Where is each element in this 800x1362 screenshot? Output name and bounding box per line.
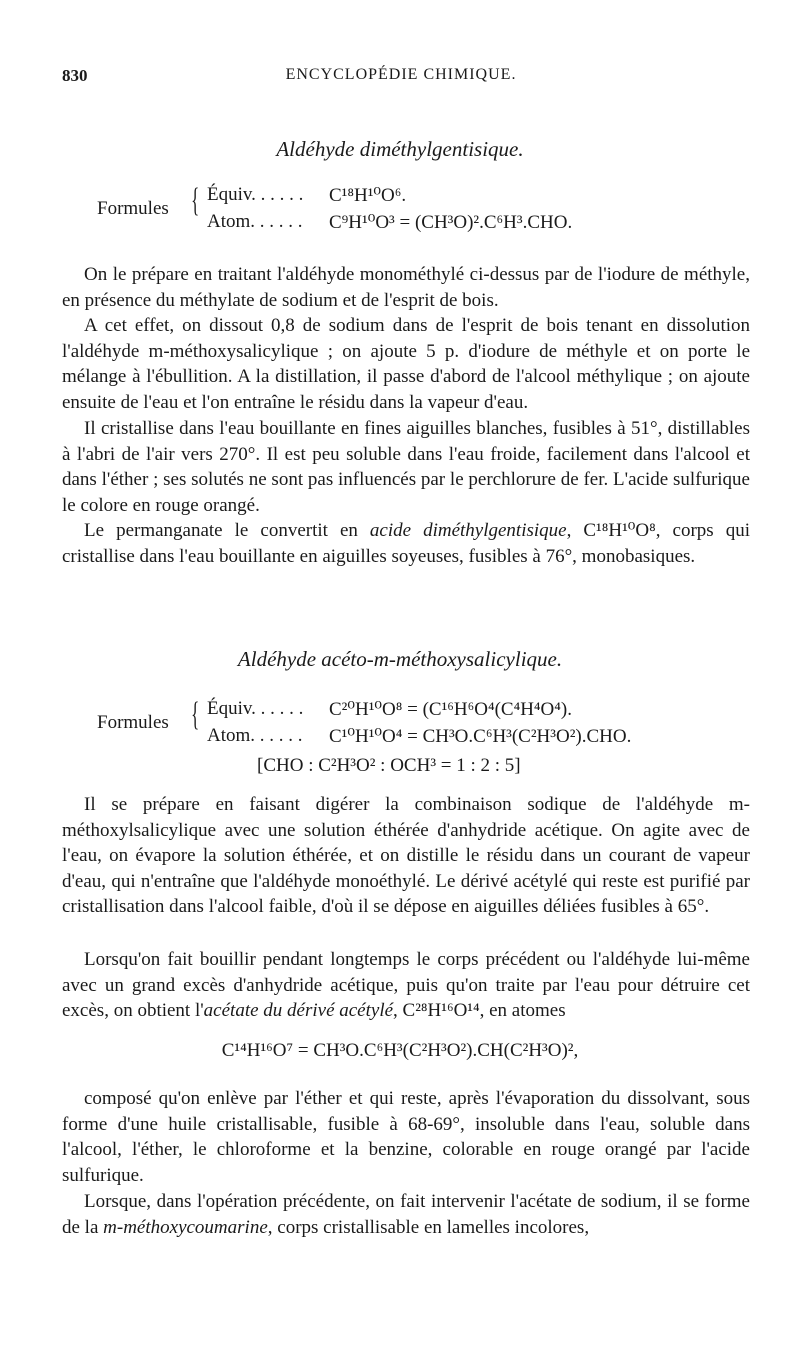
equiv-formula: C¹⁸H¹⁰O⁶. — [329, 185, 407, 206]
paragraph — [62, 1189, 750, 1240]
compound-name: acétate du dérivé acétylé — [203, 1000, 394, 1022]
paragraph: Il se prépare en faisant digérer la combinaison sodique de l'aldéhyde m-méthoxylsalicylique avec une solution éthérée d'anhydride acétique. On agite avec de l'eau, on évapore la solution éthérée, et on distille le résidu dans un courant de vapeur d'eau, qui n'entraîne que l'aldéhyde monoéthylé. Le dérivé acétylé qui reste est purifié par cristallisation dans l'alcool faible, d'où il se dépose en aiguilles déliées fusibles à 65°. — [62, 794, 750, 918]
paragraph: Il cristallise dans l'eau bouillante en fines aiguilles blanches, fusibles à 51°, distillables à l'abri de l'air vers 270°. Il est peu soluble dans l'eau froide, facilement dans l'alcool et dans l'éther ; ses solutés ne sont pas influencés par le perchlorure de fer. L'acide sulfurique le colore en rouge orangé. — [62, 418, 750, 516]
equiv-label: Équiv. . . . . . — [207, 698, 304, 719]
paragraph: composé qu'on enlève par l'éther et qui reste, après l'évaporation du dissolvant, sous forme d'une huile cristallisable, fusible à 68-69°, insoluble dans l'eau, soluble dans l'alcool, l'éther, le chloroforme et la benzine, colorable en rouge orangé par l'acide sulfurique. — [62, 1088, 750, 1186]
center-formula: C¹⁴H¹⁶O⁷ = CH³O.C⁶H³(C²H³O²).CH(C²H³O)², — [221, 1040, 579, 1061]
paragraph: A cet effet, on dissout 0,8 de sodium dans de l'esprit de bois tenant en dissolution l'aldéhyde m-méthoxysalicylique ; on ajoute 5 p. d'iodure de méthyle et on porte le mélange à l'ébullition. A la distillation, il passe d'abord de l'alcool méthylique ; on ajoute ensuite de l'eau et l'on entraîne le résidu dans la vapeur d'eau. — [62, 315, 750, 413]
page-number: 830 — [62, 66, 88, 85]
atom-label: Atom. . . . . . — [207, 211, 303, 232]
paragraph: On le prépare en traitant l'aldéhyde monométhylé ci-dessus par de l'iodure de méthyle, en présence du méthylate de sodium et de l'esprit de bois. — [62, 264, 750, 311]
atom-label: Atom. . . . . . — [207, 725, 303, 746]
paragraph — [62, 518, 750, 569]
formulas-label: Formules — [97, 198, 169, 219]
equiv-formula: C²⁰H¹⁰O⁸ = (C¹⁶H⁶O⁴(C⁴H⁴O⁴). — [329, 699, 572, 720]
text-run: Lorsqu'on fait bouillir pendant longtemps le corps précédent ou l'aldéhyde lui-même avec un grand excès d'anhydride acétique, puis qu'on traite par l'eau pour détruire cet excès, on obtient l' — [62, 949, 750, 1022]
running-head — [62, 66, 740, 90]
formulas-block-2 — [97, 698, 747, 758]
compound-name: m-méthoxycoumarine — [103, 1216, 268, 1238]
text-run: , C¹⁸H¹⁰O⁸, corps qui cristallise dans l'eau bouillante en aiguilles soyeuses, fusibles à 76°, monobasiques. — [62, 520, 750, 567]
text-run: Lorsque, dans l'opération précédente, on fait intervenir l'acétate de sodium, il se forme de la — [62, 1191, 750, 1238]
running-title: ENCYCLOPÉDIE CHIMIQUE. — [285, 66, 517, 83]
atom-formula: C¹⁰H¹⁰O⁴ = CH³O.C⁶H³(C²H³O²).CHO. — [329, 726, 632, 747]
paragraph — [62, 947, 750, 1024]
atom-formula: C⁹H¹⁰O³ = (CH³O)².C⁶H³.CHO. — [329, 212, 573, 233]
brace-icon: { — [191, 696, 200, 733]
formulas-block-1 — [97, 184, 697, 244]
ratio-formula: [CHO : C²H³O² : OCH³ = 1 : 2 : 5] — [257, 755, 521, 776]
brace-icon: { — [191, 182, 200, 219]
equiv-label: Équiv. . . . . . — [207, 184, 304, 205]
formulas-label: Formules — [97, 712, 169, 733]
text-run: Le permanganate le convertit en — [84, 520, 370, 541]
section-title-aceto-methoxysalicylique: Aldéhyde acéto-m-méthoxysalicylique. — [237, 647, 563, 671]
compound-name: acide diméthylgentisique — [369, 520, 567, 541]
text-run: , corps cristallisable en lamelles incolores, — [267, 1216, 590, 1238]
section-title-dimethylgentisique: Aldéhyde diméthylgentisique. — [276, 137, 524, 161]
text-run: , C²⁸H¹⁶O¹⁴, en atomes — [393, 1000, 566, 1022]
